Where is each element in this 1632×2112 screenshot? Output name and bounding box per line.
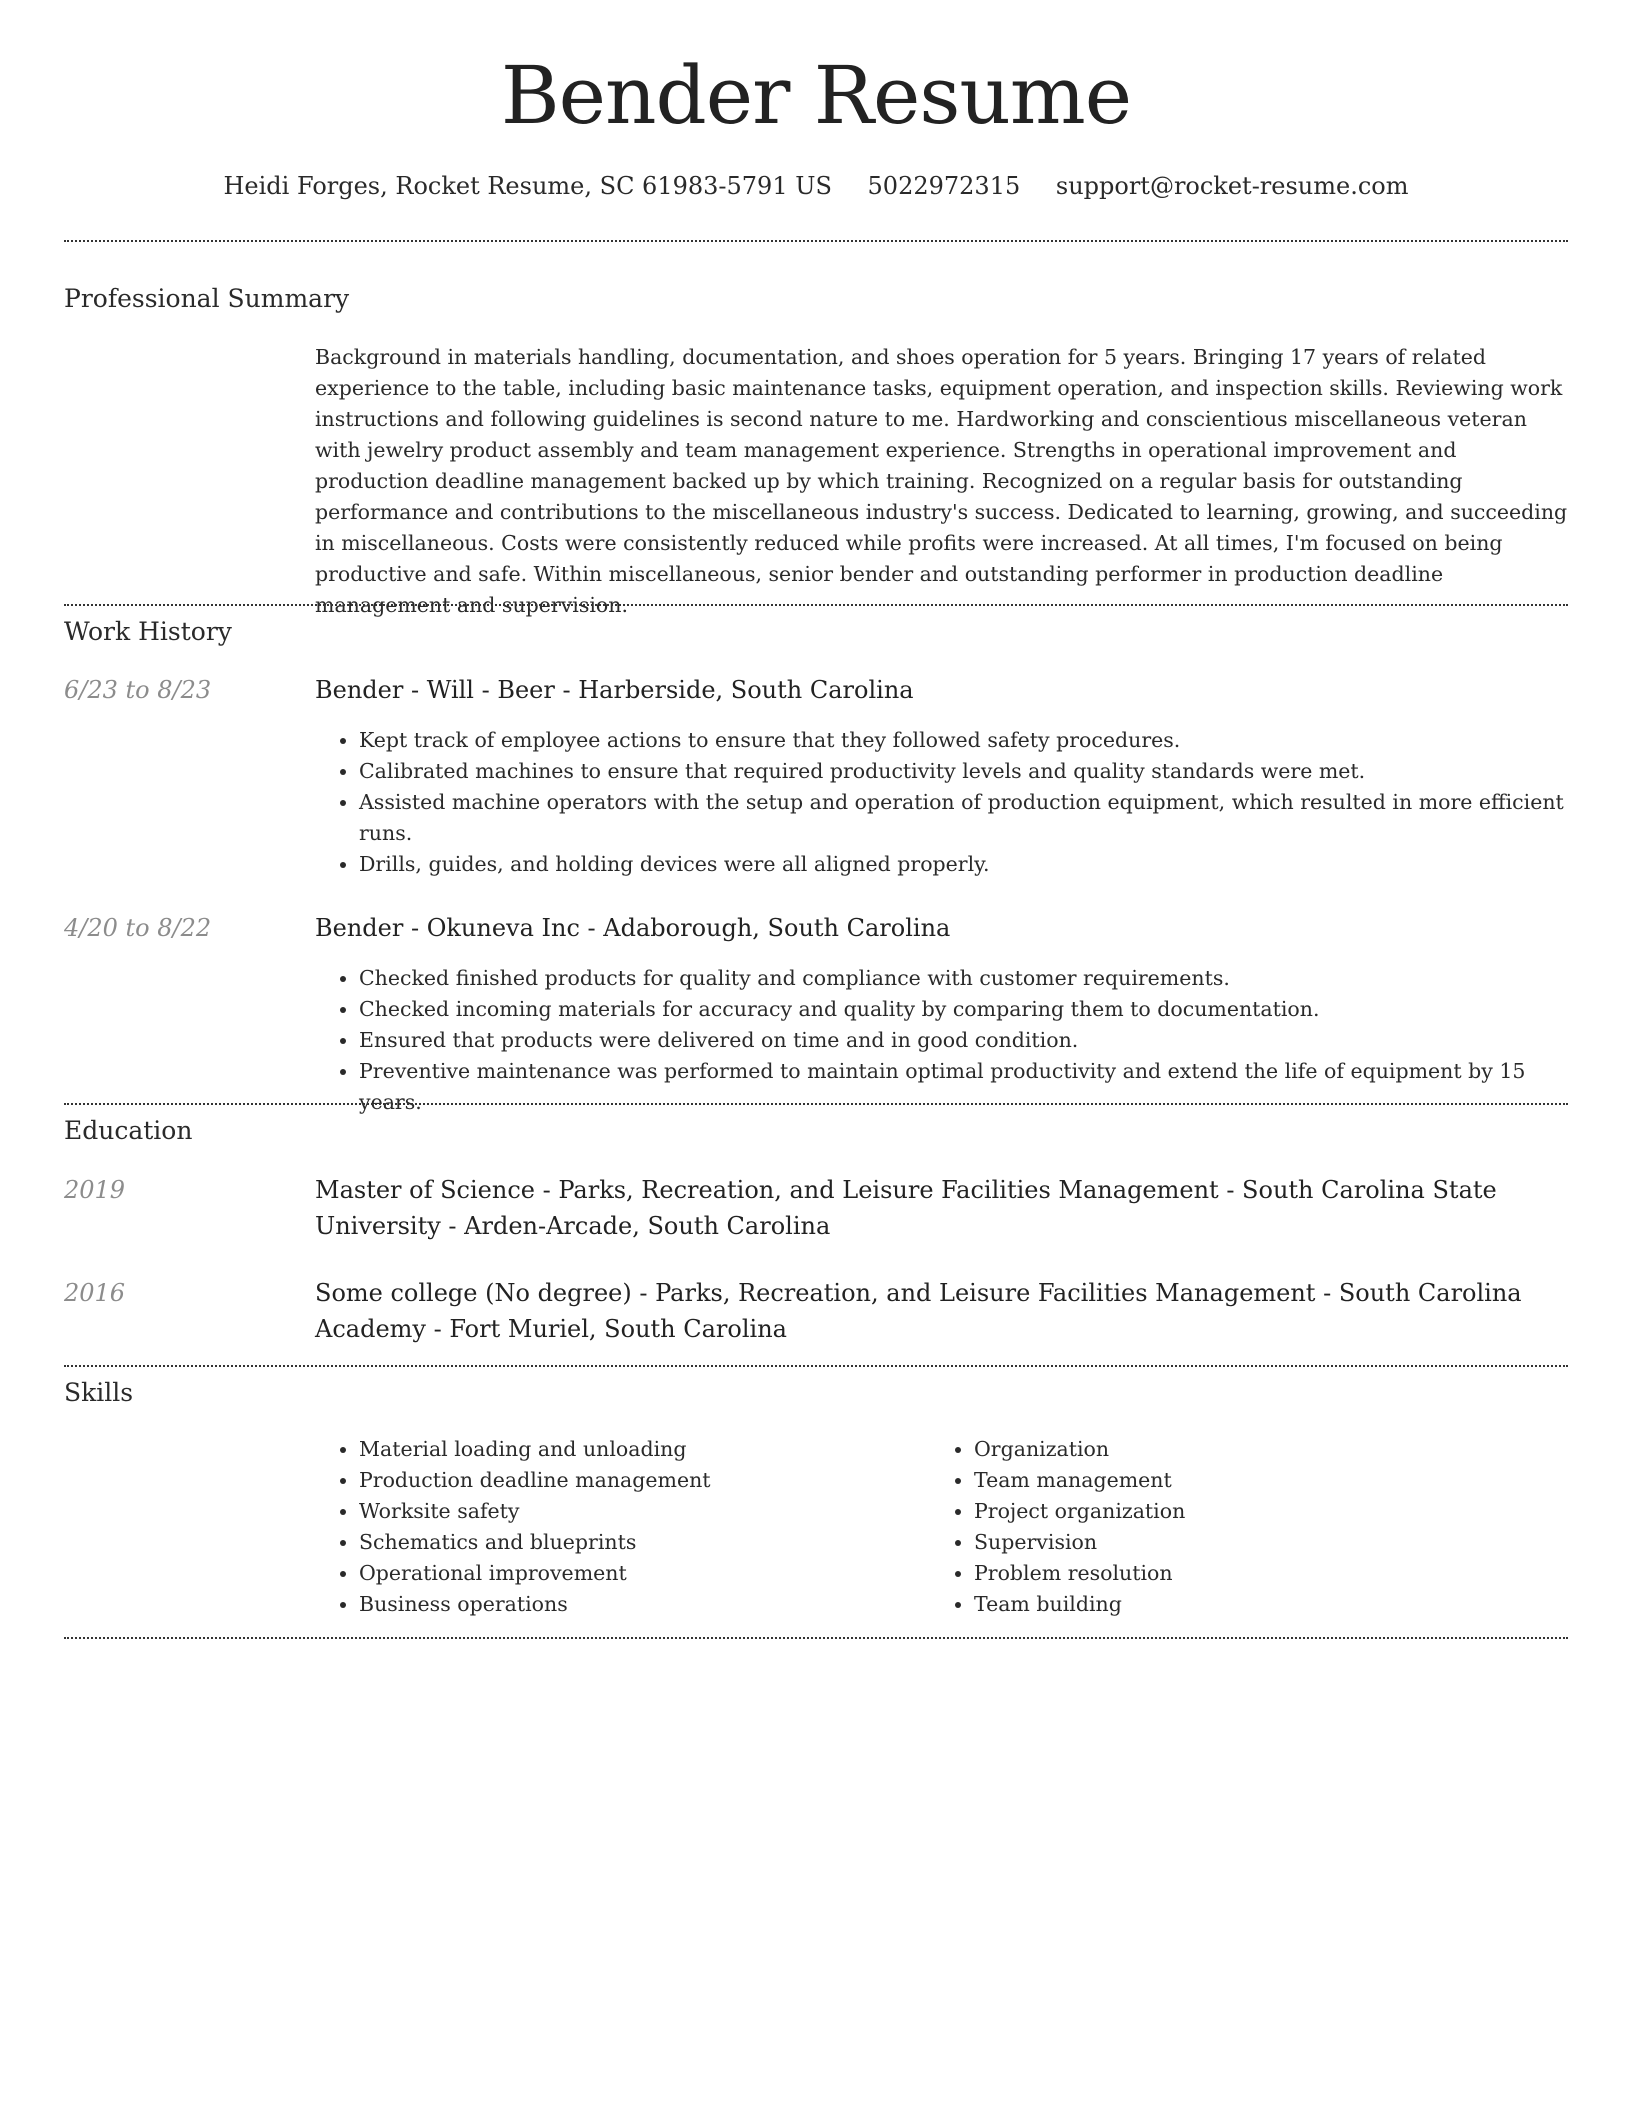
divider (64, 240, 1568, 242)
divider (64, 1103, 1568, 1105)
skill-item: • Supervision (974, 1527, 1185, 1558)
job-bullets (315, 963, 1568, 1118)
divider (64, 1637, 1568, 1639)
job-bullet: • Calibrated machines to ensure that required productivity levels and quality standards were met. (359, 756, 1568, 787)
divider (64, 604, 1568, 606)
skill-item: • Organization (974, 1434, 1185, 1465)
summary-text: Background in materials handling, documentation, and shoes operation for 5 years. Bringing 17 years of related experience to the table, including basic maintenance tasks, equipment operation, and inspection skills. Reviewing work instructions and following guidelines is second nature to me. Hardworking and conscientious miscellaneous veteran with jewelry product assembly and team management experience. Strengths in operational improvement and production deadline management backed up by which training. Recognized on a regular basis for outstanding performance and contributions to the miscellaneous industry's success. Dedicated to learning, growing, and succeeding in miscellaneous. Costs were consistently reduced while profits were increased. At all times, I'm focused on being productive and safe. Within miscellaneous, senior bender and outstanding performer in production deadline management and supervision. (315, 345, 1568, 617)
section-title-work: Work History (64, 617, 232, 646)
job-title: Bender - Will - Beer - Harberside, South Carolina (315, 676, 914, 704)
skill-item: • Business operations (359, 1589, 711, 1620)
contact-line (64, 172, 1568, 200)
job-bullet: • Kept track of employee actions to ensure that they followed safety procedures. (359, 725, 1568, 756)
contact-phone: 5022972315 (867, 172, 1021, 200)
job-dates: 4/20 to 8/22 (64, 914, 212, 942)
job-bullet: • Drills, guides, and holding devices were all aligned properly. (359, 849, 1568, 880)
skill-item: • Worksite safety (359, 1496, 711, 1527)
skill-item: • Team management (974, 1465, 1185, 1496)
contact-address: Heidi Forges, Rocket Resume, SC 61983-5791 US (223, 172, 832, 200)
education-title: Master of Science - Parks, Recreation, and Leisure Facilities Management - South Carolina State University - Arden-Arcade, South Carolina (315, 1176, 1497, 1240)
skill-item: • Material loading and unloading (359, 1434, 711, 1465)
job-bullet: • Ensured that products were delivered on time and in good condition. (359, 1025, 1568, 1056)
job-bullet: • Preventive maintenance was performed to maintain optimal productivity and extend the life of equipment by 15 years. (359, 1056, 1568, 1118)
job-bullet: • Checked incoming materials for accuracy and quality by comparing them to documentation. (359, 994, 1568, 1025)
skill-item: • Schematics and blueprints (359, 1527, 711, 1558)
section-title-summary: Professional Summary (64, 284, 350, 313)
job-dates: 6/23 to 8/23 (64, 676, 212, 704)
education-year: 2016 (64, 1279, 126, 1307)
job-bullet: • Checked finished products for quality and compliance with customer requirements. (359, 963, 1568, 994)
education-title: Some college (No degree) - Parks, Recreation, and Leisure Facilities Management - South Carolina Academy - Fort Muriel, South Carolina (315, 1279, 1522, 1343)
divider (64, 1365, 1568, 1367)
contact-email: support@rocket-resume.com (1055, 172, 1409, 200)
section-title-education: Education (64, 1116, 193, 1145)
skills-list-right (930, 1434, 1185, 1620)
section-title-skills: Skills (64, 1378, 134, 1407)
job-bullet: • Assisted machine operators with the setup and operation of production equipment, which resulted in more efficient runs. (359, 787, 1568, 849)
skills-list-left (315, 1434, 711, 1620)
education-year: 2019 (64, 1176, 126, 1204)
skill-item: • Problem resolution (974, 1558, 1185, 1589)
skill-item: • Operational improvement (359, 1558, 711, 1589)
job-title: Bender - Okuneva Inc - Adaborough, South Carolina (315, 914, 951, 942)
skill-item: • Project organization (974, 1496, 1185, 1527)
skill-item: • Production deadline management (359, 1465, 711, 1496)
resume-title: Bender Resume (500, 49, 1132, 142)
skill-item: • Team building (974, 1589, 1185, 1620)
job-bullets (315, 725, 1568, 880)
